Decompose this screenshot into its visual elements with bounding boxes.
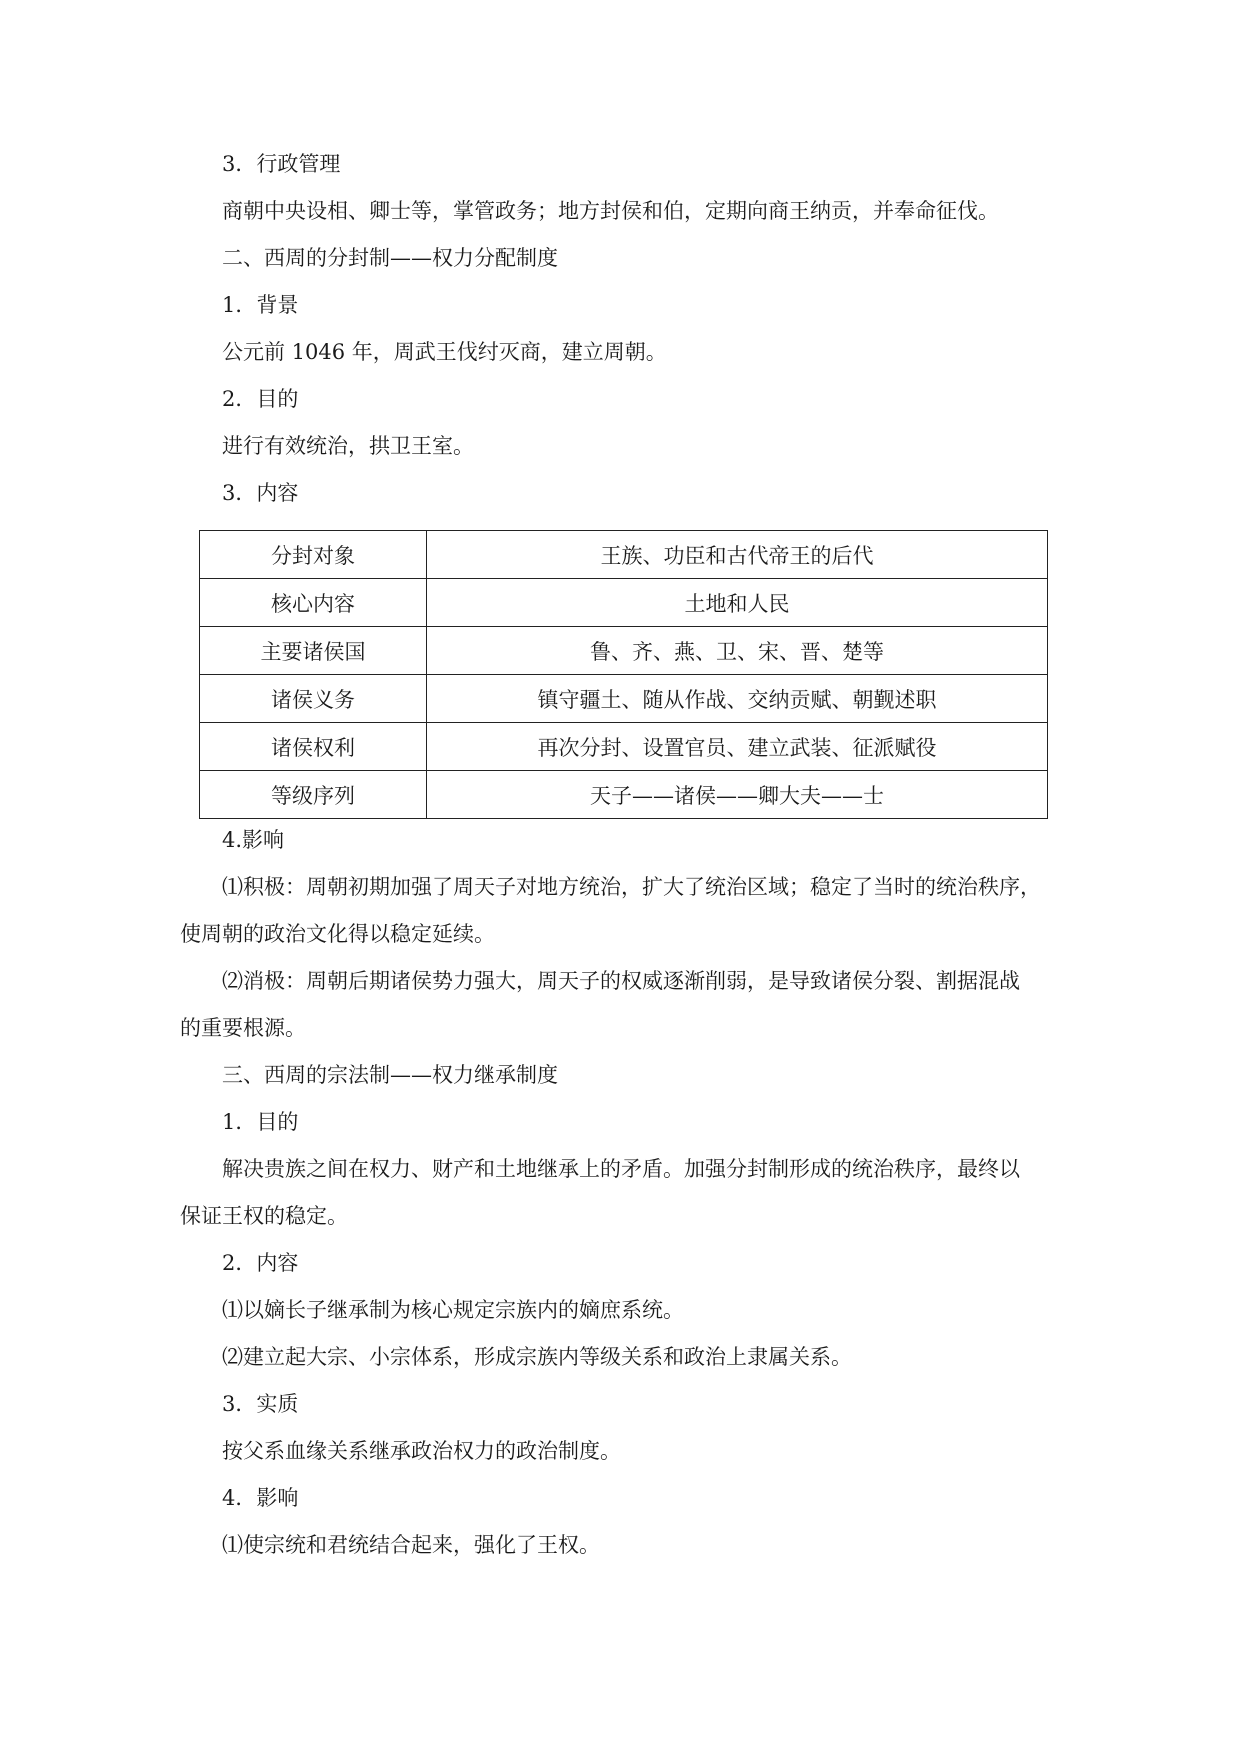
section-heading-zongfa-impact: 4．影响	[222, 1486, 299, 1510]
table-row	[200, 771, 1048, 819]
paragraph-zongfa-content-1: ⑴以嫡长子继承制为核心规定宗族内的嫡庶系统。	[222, 1298, 684, 1322]
paragraph-shang-admin: 商朝中央设相、卿士等，掌管政务；地方封侯和伯，定期向商王纳贡，并奉命征伐。	[222, 199, 999, 223]
section-heading-background: 1．背景	[222, 293, 299, 317]
paragraph-negative-line1: ⑵消极：周朝后期诸侯势力强大，周天子的权威逐渐削弱，是导致诸侯分裂、割据混战	[222, 969, 1020, 993]
table-row	[200, 531, 1048, 579]
table-value-cell: 再次分封、设置官员、建立武装、征派赋役	[427, 723, 1048, 771]
paragraph-zongfa-impact-1: ⑴使宗统和君统结合起来，强化了王权。	[222, 1533, 600, 1557]
table-key-cell: 分封对象	[200, 531, 427, 579]
table-value-cell: 镇守疆土、随从作战、交纳贡赋、朝觐述职	[427, 675, 1048, 723]
paragraph-essence: 按父系血缘关系继承政治权力的政治制度。	[222, 1439, 621, 1463]
section-heading-impact: 4.影响	[222, 828, 285, 852]
table-row	[200, 627, 1048, 675]
section-heading-zongfa-content: 2．内容	[222, 1251, 299, 1275]
paragraph-zongfa-content-2: ⑵建立起大宗、小宗体系，形成宗族内等级关系和政治上隶属关系。	[222, 1345, 852, 1369]
table-value-cell: 天子——诸侯——卿大夫——士	[427, 771, 1048, 819]
section-heading-essence: 3．实质	[222, 1392, 299, 1416]
paragraph-negative-line2: 的重要根源。	[180, 1016, 306, 1040]
table-key-cell: 核心内容	[200, 579, 427, 627]
table-value-cell: 鲁、齐、燕、卫、宋、晋、楚等	[427, 627, 1048, 675]
table-key-cell: 诸侯义务	[200, 675, 427, 723]
section-heading-admin: 3．行政管理	[222, 152, 341, 176]
paragraph-zongfa-purpose-line1: 解决贵族之间在权力、财产和土地继承上的矛盾。加强分封制形成的统治秩序，最终以	[222, 1157, 1020, 1181]
table-row	[200, 579, 1048, 627]
paragraph-background: 公元前 1046 年，周武王伐纣灭商，建立周朝。	[222, 340, 667, 364]
paragraph-purpose: 进行有效统治，拱卫王室。	[222, 434, 474, 458]
table-row	[200, 675, 1048, 723]
table-value-cell: 王族、功臣和古代帝王的后代	[427, 531, 1048, 579]
table-key-cell: 等级序列	[200, 771, 427, 819]
section-heading-content: 3．内容	[222, 481, 299, 505]
paragraph-positive-line2: 使周朝的政治文化得以稳定延续。	[180, 922, 495, 946]
section-heading-zongfa-purpose: 1．目的	[222, 1110, 299, 1134]
table-key-cell: 主要诸侯国	[200, 627, 427, 675]
section-heading-purpose: 2．目的	[222, 387, 299, 411]
paragraph-positive-line1: ⑴积极：周朝初期加强了周天子对地方统治，扩大了统治区域；稳定了当时的统治秩序，	[222, 875, 1041, 899]
chapter-heading-zongfa: 三、西周的宗法制——权力继承制度	[222, 1063, 558, 1087]
table-key-cell: 诸侯权利	[200, 723, 427, 771]
table-value-cell: 土地和人民	[427, 579, 1048, 627]
chapter-heading-fengjian: 二、西周的分封制——权力分配制度	[222, 246, 558, 270]
paragraph-zongfa-purpose-line2: 保证王权的稳定。	[180, 1204, 348, 1228]
table-row	[200, 723, 1048, 771]
fengjian-table	[199, 530, 1048, 819]
